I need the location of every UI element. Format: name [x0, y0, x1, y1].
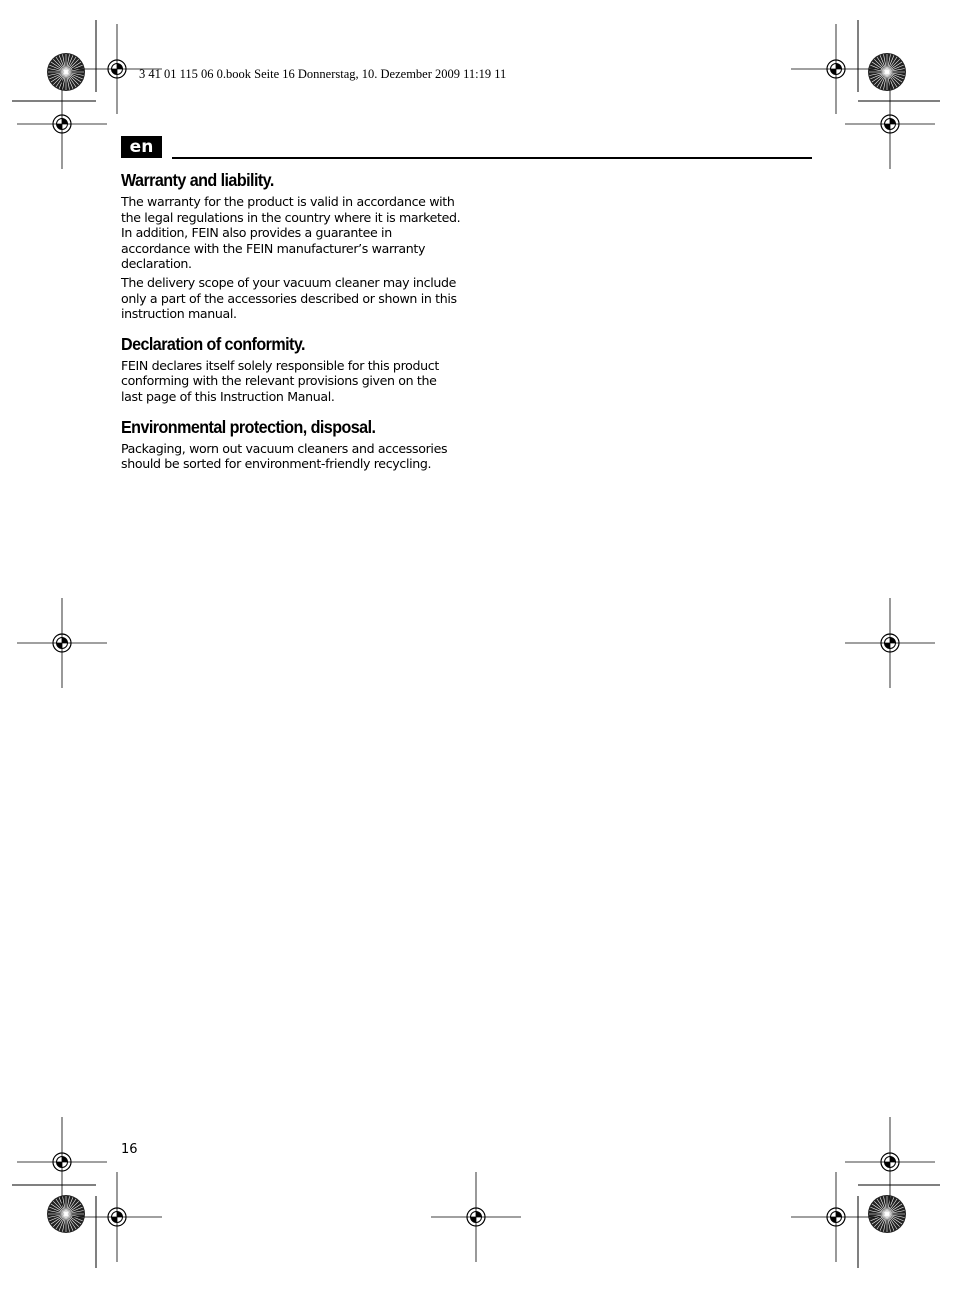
section-environment	[121, 417, 461, 472]
paragraph: The delivery scope of your vacuum cleaner may include only a part of the accessories described or shown in this instruction manual.	[121, 274, 457, 322]
section-heading: Warranty and liability.	[121, 170, 274, 190]
page-number: 16	[121, 1142, 138, 1157]
paragraph: The warranty for the product is valid in accordance with the legal regulations in the country where it is marketed. In addition, FEIN also provides a guarantee in accordance with the FEIN manufacturer’s warranty declaration.	[121, 194, 461, 272]
section-warranty	[121, 170, 461, 322]
section-heading: Declaration of conformity.	[121, 333, 305, 354]
paragraph: Packaging, worn out vacuum cleaners and accessories should be sorted for environment-friendly recycling.	[121, 440, 448, 472]
header-rule	[172, 157, 812, 159]
language-tab: en	[121, 136, 162, 158]
paragraph: FEIN declares itself solely responsible for this product conforming with the relevant provisions given on the last page of this Instruction Manual.	[121, 357, 439, 404]
section-conformity	[121, 334, 461, 405]
content-column	[121, 170, 461, 484]
section-heading: Environmental protection, disposal.	[121, 416, 376, 437]
print-info-slug: 3 41 01 115 06 0.book Seite 16 Donnerstag, 10. Dezember 2009 11:19 11	[139, 67, 507, 81]
